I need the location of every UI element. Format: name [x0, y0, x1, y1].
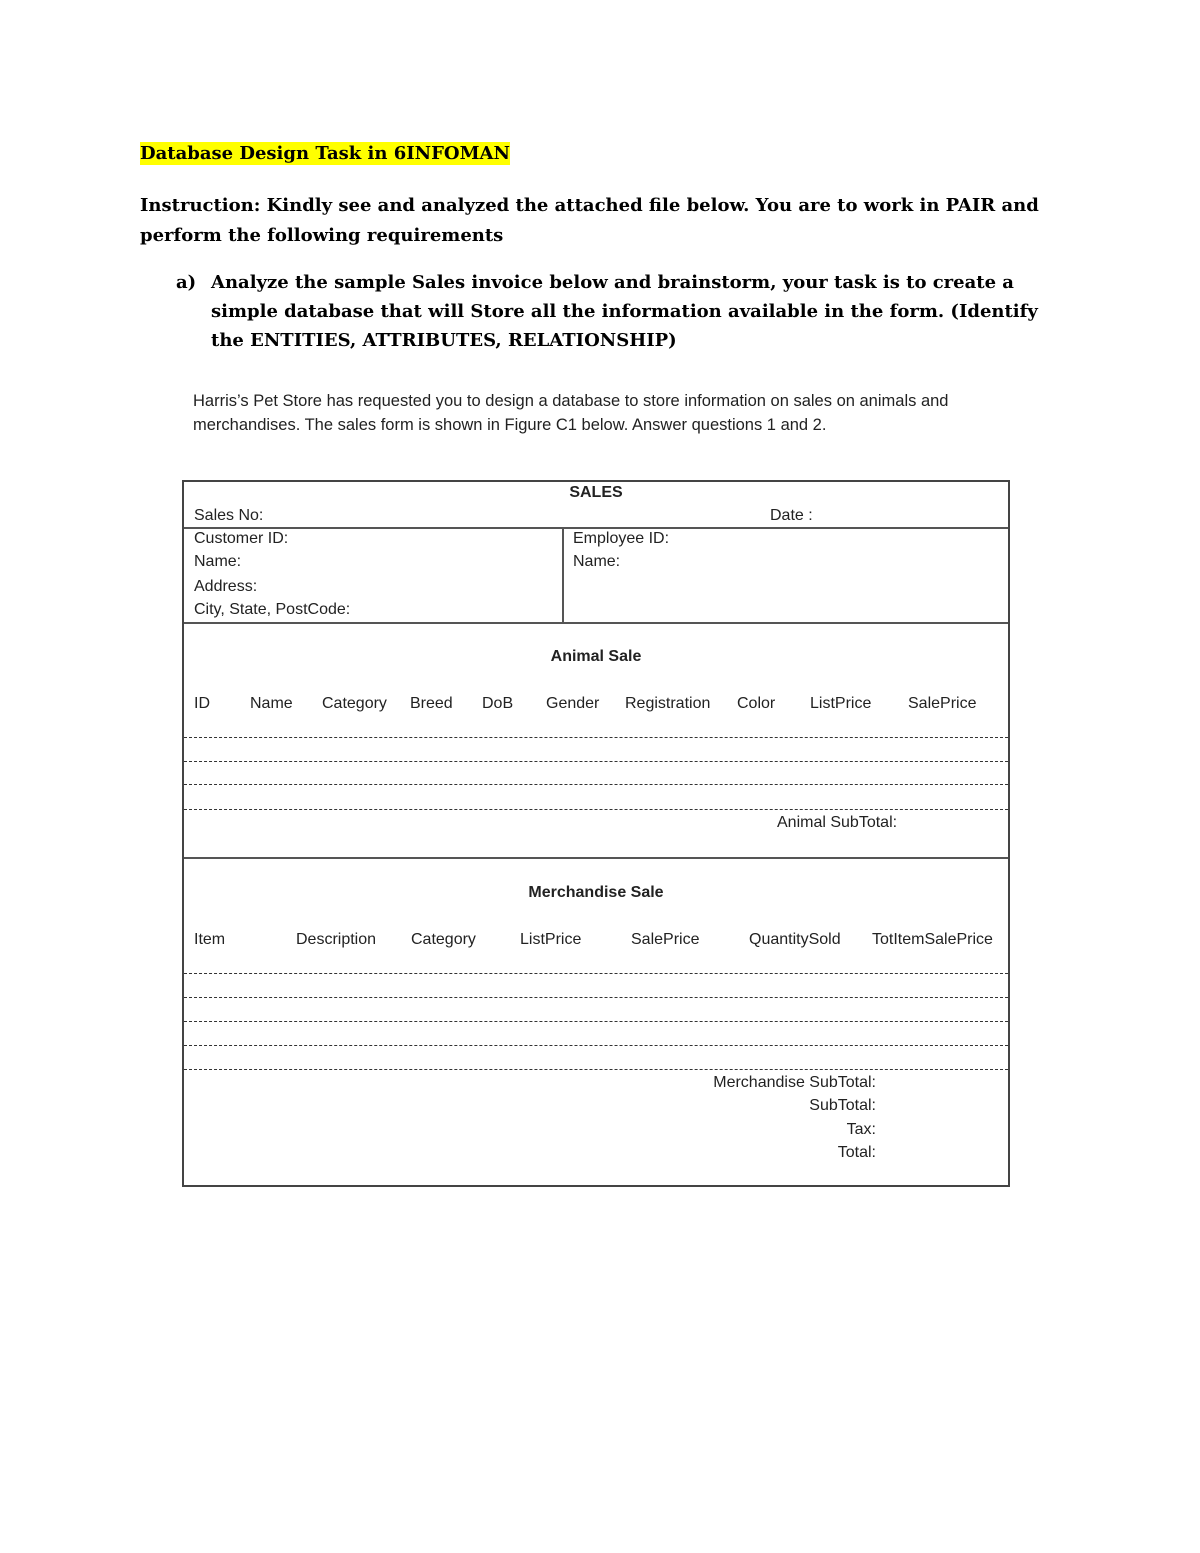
animal-row-line — [184, 809, 1008, 810]
merch-col-category: Category — [411, 931, 476, 948]
animal-col-id: ID — [194, 695, 210, 712]
animal-col-color: Color — [737, 695, 776, 712]
customer-id-label: Customer ID: — [194, 530, 289, 547]
requirement-item-a — [176, 268, 1046, 355]
subtotal-label: SubTotal: — [809, 1097, 876, 1114]
merch-subtotal-label: Merchandise SubTotal: — [713, 1074, 876, 1091]
merch-col-description: Description — [296, 931, 377, 948]
merchandise-sale-title: Merchandise Sale — [528, 884, 664, 901]
animal-col-gender: Gender — [546, 695, 600, 712]
total-label: Total: — [837, 1144, 876, 1161]
document-title — [140, 143, 510, 164]
list-marker: a) — [176, 272, 197, 293]
animal-subtotal-label: Animal SubTotal: — [777, 814, 898, 831]
animal-col-name: Name — [250, 695, 293, 712]
sales-form-title: SALES — [569, 484, 623, 501]
header-divider — [184, 527, 1008, 529]
animal-col-registration: Registration — [625, 695, 711, 712]
animal-col-breed: Breed — [410, 695, 453, 712]
sales-no-label: Sales No: — [194, 507, 264, 524]
animal-sale-title: Animal Sale — [550, 648, 642, 665]
animal-col-category: Category — [322, 695, 387, 712]
animal-section-divider — [184, 857, 1008, 859]
merch-row-line — [184, 1021, 1008, 1022]
tax-label: Tax: — [846, 1121, 876, 1138]
customer-employee-divider — [562, 527, 564, 622]
merch-row-line — [184, 1069, 1008, 1070]
employee-name-label: Name: — [573, 553, 621, 570]
animal-col-saleprice: SalePrice — [908, 695, 977, 712]
customer-name-label: Name: — [194, 553, 242, 570]
merch-row-line — [184, 973, 1008, 974]
customer-address-label: Address: — [194, 578, 258, 595]
animal-row-line — [184, 784, 1008, 785]
customer-city-label: City, State, PostCode: — [194, 601, 351, 618]
customer-section-divider — [184, 622, 1008, 624]
animal-row-line — [184, 761, 1008, 762]
animal-col-listprice: ListPrice — [810, 695, 872, 712]
merch-col-saleprice: SalePrice — [631, 931, 700, 948]
merch-col-quantitysold: QuantitySold — [749, 931, 841, 948]
animal-row-line — [184, 737, 1008, 738]
requirement-text: Analyze the sample Sales invoice below and brainstorm, your task is to create a simple database that will Store all the information available in the form. (Identify the ENTITIES, ATTRIBUTES, RELATIONSHIP) — [211, 272, 1038, 351]
animal-col-dob: DoB — [482, 695, 514, 712]
merch-row-line — [184, 997, 1008, 998]
employee-id-label: Employee ID: — [573, 530, 670, 547]
merch-col-item: Item — [194, 931, 226, 948]
merch-col-totitemsaleprice: TotItemSalePrice — [872, 931, 993, 948]
date-label: Date : — [770, 507, 813, 524]
title-highlight: Database Design Task in 6INFOMAN — [140, 143, 510, 164]
instruction-text: Instruction: Kindly see and analyzed the attached file below. You are to work in PAIR and perform the following requirements — [140, 195, 1039, 246]
sales-form — [182, 480, 1010, 1187]
merch-row-line — [184, 1045, 1008, 1046]
merch-col-listprice: ListPrice — [520, 931, 582, 948]
intro-paragraph: Harris’s Pet Store has requested you to design a database to store information on sales on animals and merchandises. The sales form is shown in Figure C1 below. Answer questions 1 and 2. — [193, 392, 949, 434]
